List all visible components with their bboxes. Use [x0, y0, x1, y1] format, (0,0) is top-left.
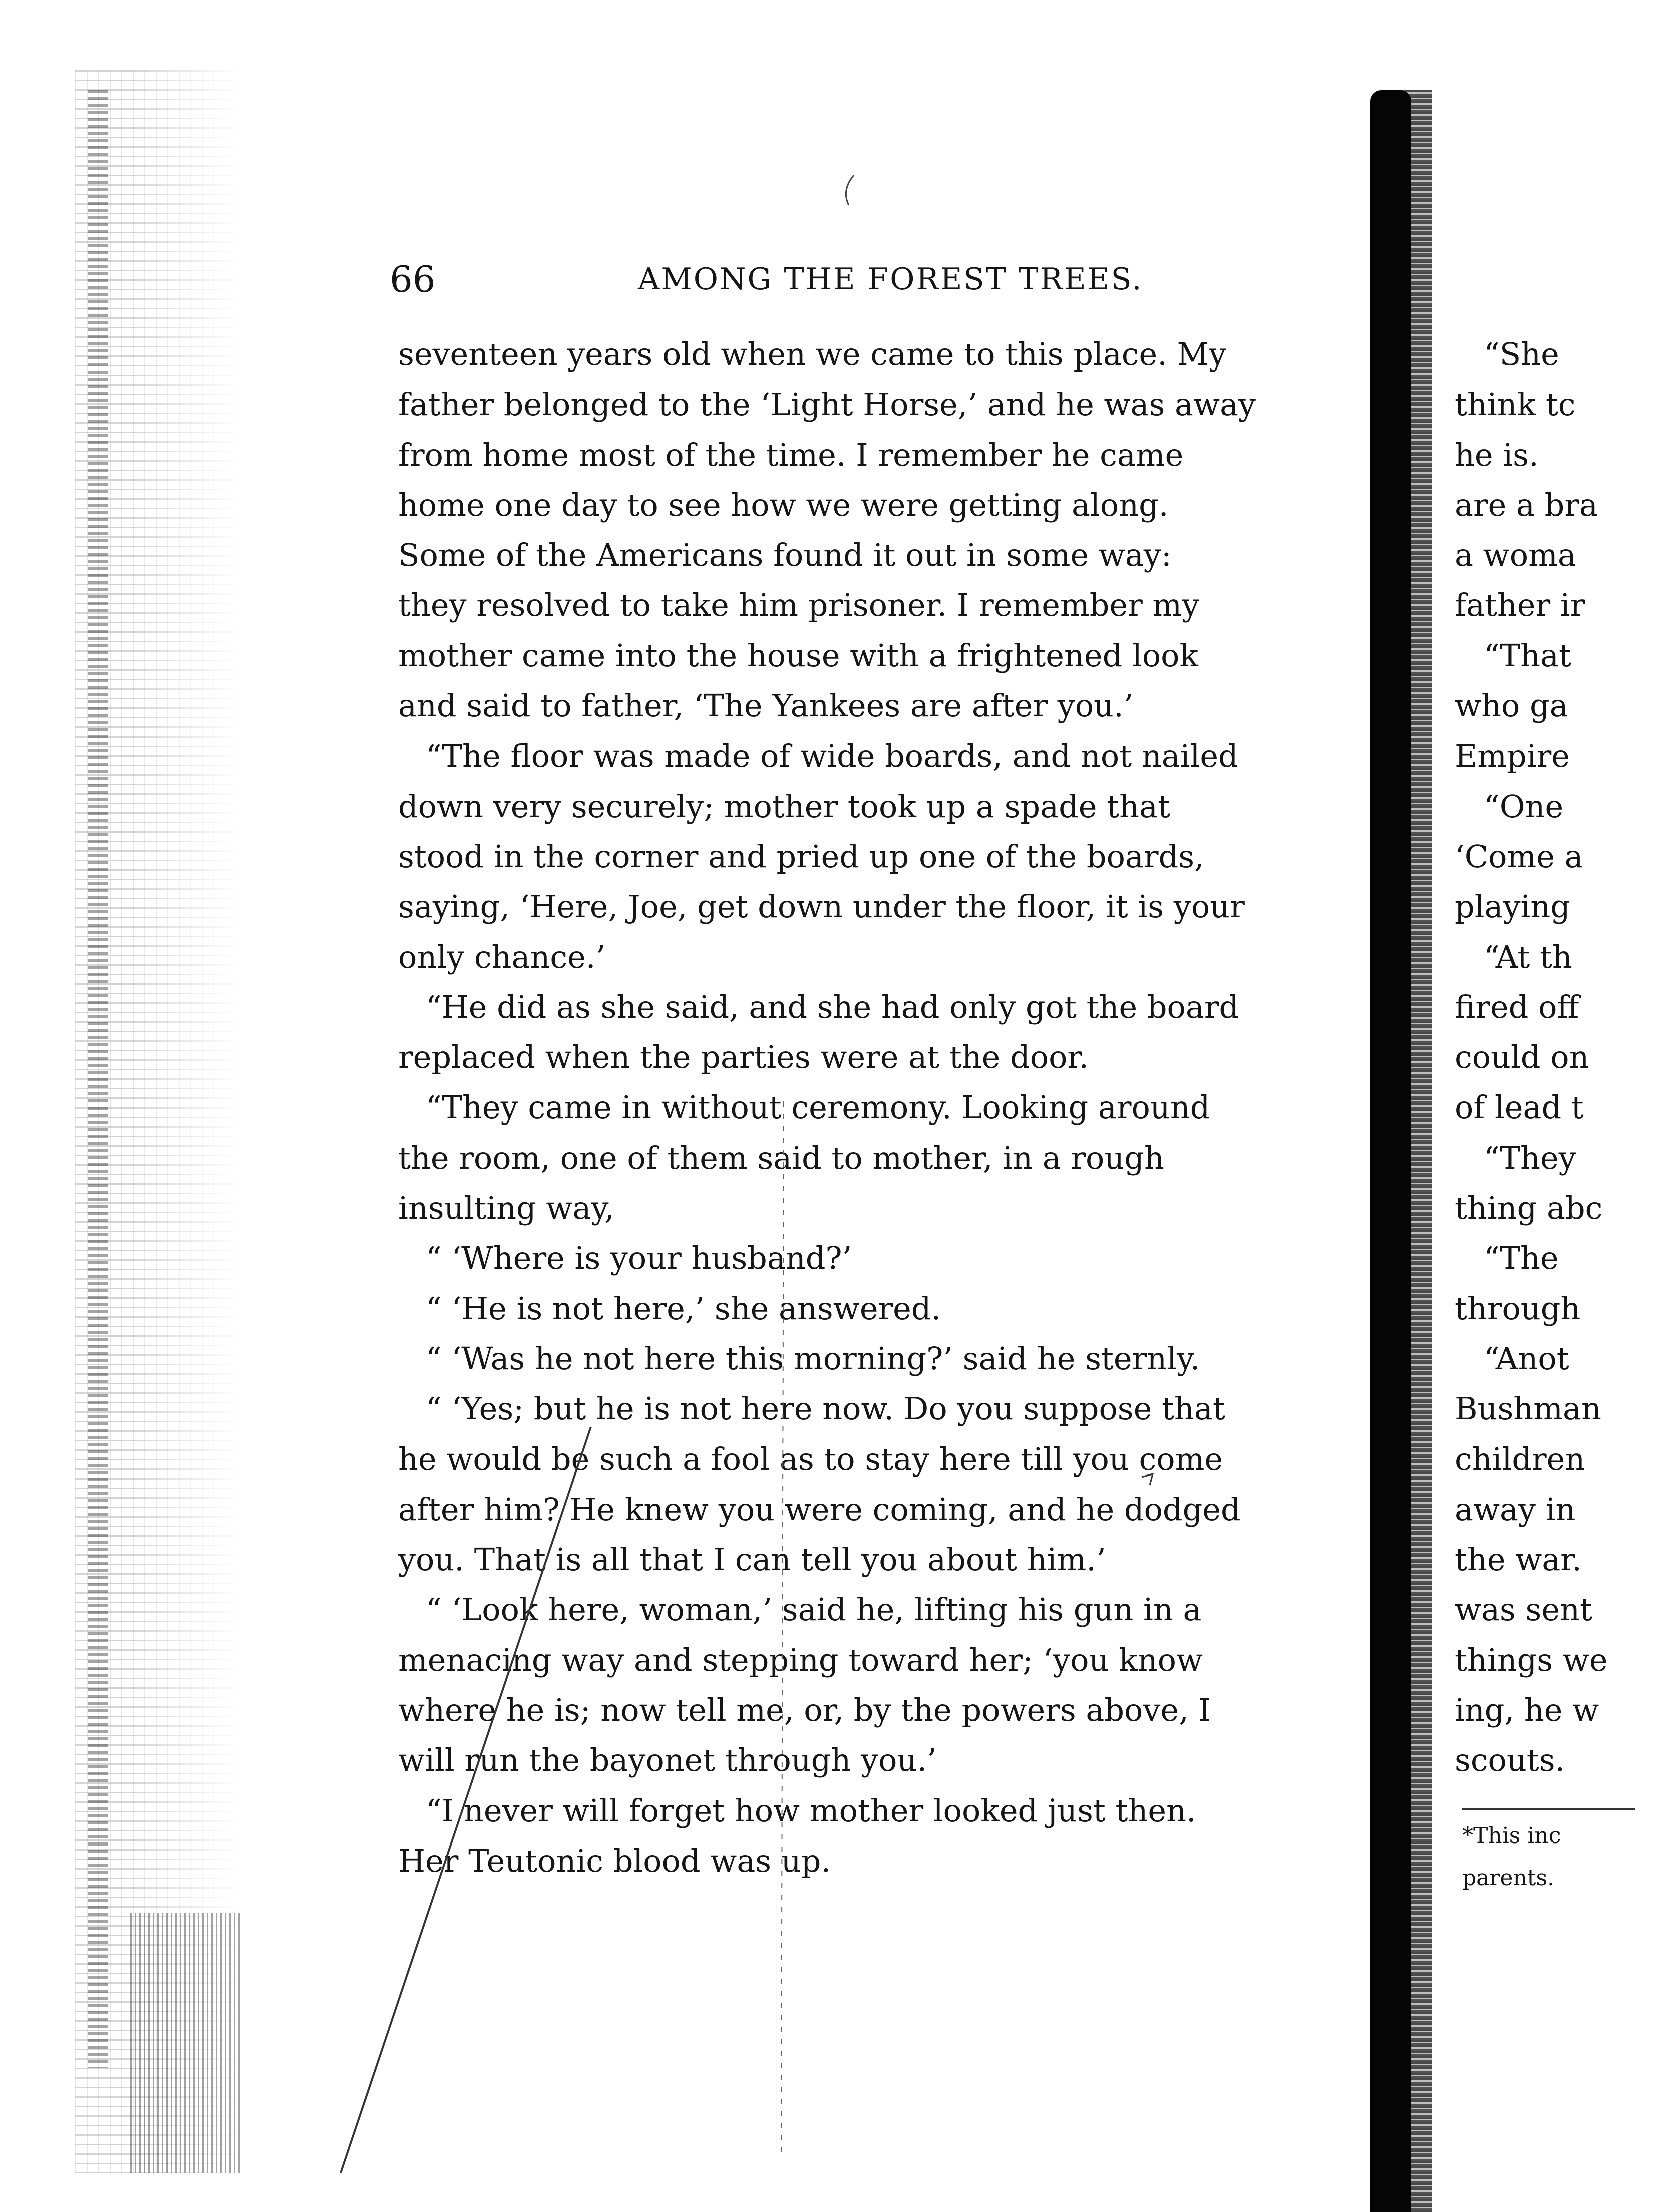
- facing-text-line: of lead t: [1455, 1089, 1584, 1126]
- facing-text-line: the war.: [1455, 1541, 1582, 1578]
- text-line: from home most of the time. I remember he came: [398, 436, 1184, 473]
- text-line: they resolved to take him prisoner. I remember my: [398, 587, 1200, 624]
- facing-text-line: father ir: [1455, 587, 1585, 624]
- facing-text-line: thing abc: [1455, 1190, 1603, 1227]
- facing-text-line: “That: [1484, 637, 1571, 674]
- facing-text-line: through: [1455, 1290, 1581, 1327]
- text-line: “ ‘He is not here,’ she answered.: [426, 1290, 941, 1327]
- text-line: seventeen years old when we came to this place. My: [398, 336, 1227, 373]
- facing-text-line: away in: [1455, 1491, 1576, 1528]
- facing-text-line: “Anot: [1484, 1340, 1569, 1377]
- footnote-line: *This inc: [1462, 1823, 1561, 1849]
- facing-text-line: “They: [1484, 1139, 1576, 1176]
- text-line: he would be such a fool as to stay here till you come: [398, 1440, 1223, 1478]
- running-title: AMONG THE FOREST TREES.: [638, 262, 1143, 297]
- text-line: “I never will forget how mother looked just then.: [426, 1792, 1196, 1829]
- text-line: “ ‘Was he not here this morning?’ said he sternly.: [426, 1340, 1200, 1377]
- facing-text-line: ing, he w: [1455, 1692, 1599, 1729]
- text-line: you. That is all that I can tell you about him.’: [398, 1541, 1106, 1578]
- text-line: mother came into the house with a frightened look: [398, 637, 1199, 674]
- text-line: Some of the Americans found it out in some way:: [398, 537, 1172, 574]
- text-line: insulting way,: [398, 1190, 614, 1227]
- text-line: menacing way and stepping toward her; ‘you know: [398, 1641, 1203, 1678]
- text-line: replaced when the parties were at the door.: [398, 1039, 1089, 1076]
- fold-crease-line: [781, 1101, 784, 2153]
- facing-text-line: children: [1455, 1440, 1585, 1478]
- footnote-line: parents.: [1462, 1865, 1555, 1891]
- facing-text-line: Empire: [1455, 738, 1570, 775]
- facing-text-line: was sent: [1455, 1591, 1592, 1628]
- facing-text-line: are a bra: [1455, 486, 1598, 523]
- facing-text-line: ‘Come a: [1455, 838, 1583, 875]
- facing-text-line: a woma: [1455, 537, 1576, 574]
- text-line: only chance.’: [398, 938, 606, 975]
- text-line: where he is; now tell me, or, by the powers above, I: [398, 1692, 1211, 1729]
- facing-text-line: things we: [1455, 1641, 1608, 1678]
- facing-text-line: “One: [1484, 788, 1564, 825]
- facing-text-line: scouts.: [1455, 1742, 1565, 1779]
- facing-text-line: “She: [1484, 336, 1559, 373]
- facing-text-line: Bushman: [1455, 1390, 1601, 1427]
- text-line: home one day to see how we were getting along.: [398, 486, 1169, 523]
- text-line: “They came in without ceremony. Looking around: [426, 1089, 1210, 1126]
- text-line: “ ‘Where is your husband?’: [426, 1240, 852, 1277]
- facing-text-line: think tc: [1455, 386, 1576, 423]
- text-line: father belonged to the ‘Light Horse,’ and he was away: [398, 386, 1256, 423]
- text-line: and said to father, ‘The Yankees are after you.’: [398, 687, 1134, 724]
- text-line: Her Teutonic blood was up.: [398, 1842, 831, 1879]
- facing-text-line: could on: [1455, 1039, 1589, 1076]
- text-line: “He did as she said, and she had only got the board: [426, 988, 1239, 1025]
- diagonal-pencil-stroke: [341, 1427, 591, 2173]
- page-number: 66: [390, 258, 436, 300]
- text-line: down very securely; mother took up a spade that: [398, 788, 1170, 825]
- facing-text-line: playing: [1455, 888, 1570, 925]
- facing-text-line: he is.: [1455, 436, 1539, 473]
- text-line: the room, one of them said to mother, in a rough: [398, 1139, 1164, 1176]
- text-line: saying, ‘Here, Joe, get down under the floor, it is your: [398, 888, 1245, 925]
- stray-mark-top: [846, 175, 854, 205]
- text-line: “The floor was made of wide boards, and not nailed: [426, 738, 1238, 775]
- facing-text-line: “The: [1484, 1240, 1559, 1277]
- facing-text-line: fired off: [1455, 988, 1579, 1025]
- text-line: after him? He knew you were coming, and he dodged: [398, 1491, 1241, 1528]
- text-line: will run the bayonet through you.’: [398, 1742, 937, 1779]
- facing-text-line: “At th: [1484, 938, 1572, 975]
- text-line: stood in the corner and pried up one of the boards,: [398, 838, 1204, 875]
- stray-mark-arrow: [1142, 1474, 1153, 1485]
- facing-text-line: who ga: [1455, 687, 1568, 724]
- text-line: “ ‘Yes; but he is not here now. Do you suppose that: [426, 1390, 1225, 1427]
- text-line: “ ‘Look here, woman,’ said he, lifting his gun in a: [426, 1591, 1202, 1628]
